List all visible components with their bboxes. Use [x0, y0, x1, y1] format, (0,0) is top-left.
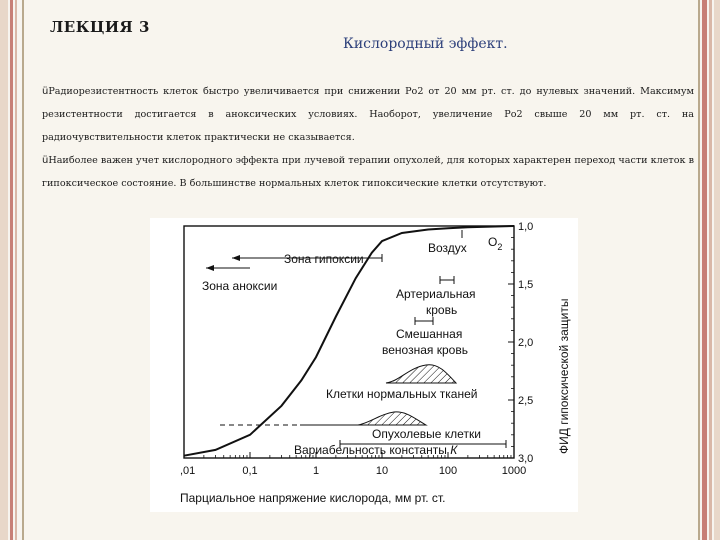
- y-tick-label: 2,0: [518, 337, 534, 349]
- o2-label: $O_2$: [488, 235, 503, 252]
- oxygen-effect-figure: [150, 218, 578, 512]
- paragraph-1: [42, 80, 694, 149]
- variability-label: Вариабельность константы К: [294, 443, 458, 457]
- x-tick-label: 1000: [501, 465, 527, 477]
- x-tick-label: 1: [312, 465, 320, 477]
- frame-stripe-left-outer: [0, 0, 8, 540]
- arterial-label-1: Артериальная: [396, 287, 476, 301]
- lecture-label: ЛЕКЦИЯ 3: [50, 18, 150, 36]
- y-tick-label: 1,5: [518, 279, 534, 291]
- slide-title: Кислородный эффект.: [343, 36, 508, 52]
- paragraph-1-text: Радиорезистентность клеток быстро увеличивается при снижении Ро2 от 20 мм рт. ст. до нулевых значений. Максимум резистентности достигается в аноксических условиях. Наоборот, увеличение Ро2 свыше 20 мм рт. ст. на радиочувствительности клеток практически не сказывается.: [42, 86, 694, 143]
- oxygen-effect-chart: [150, 218, 578, 512]
- anoxia-arrow-head: [206, 265, 214, 271]
- y-axis-label: ФИД гипоксической защиты: [557, 298, 571, 454]
- venous-label-1: Смешанная: [396, 327, 463, 341]
- y-tick-label: 1,0: [518, 221, 534, 233]
- arterial-label-2: кровь: [426, 303, 458, 317]
- frame-stripe-right-red: [702, 0, 707, 540]
- frame-stripe-right-outer: [714, 0, 720, 540]
- hypoxia-zone-label: Зона гипоксии: [284, 252, 364, 266]
- normal-tissue-distribution: [386, 365, 456, 383]
- tumor-distribution: [358, 412, 426, 425]
- x-tick-label: 10: [375, 465, 389, 477]
- x-axis-label: Парциальное напряжение кислорода, мм рт. ст.: [180, 491, 446, 505]
- anoxia-zone-label: Зона аноксии: [202, 279, 278, 293]
- y-tick-label: 3,0: [518, 453, 534, 465]
- paragraph-2-text: Наиболее важен учет кислородного эффекта при лучевой терапии опухолей, для которых характерен переход части клеток в гипоксическое состояние. В большинстве нормальных клеток гипоксические клетки отсутствуют.: [42, 155, 694, 189]
- normal-cells-label: Клетки нормальных тканей: [326, 387, 478, 401]
- tumor-cells-label: Опухолевые клетки: [372, 427, 481, 441]
- paragraph-2: [42, 149, 694, 195]
- frame-stripe-right-inner: [709, 0, 712, 540]
- frame-stripe-left-red: [10, 0, 13, 540]
- venous-label-2: венозная кровь: [382, 343, 468, 357]
- y-ticks: [508, 221, 533, 465]
- check-icon: ü: [42, 86, 49, 97]
- x-tick-label: 0,1: [242, 465, 258, 477]
- frame-stripe-left-inner: [15, 0, 17, 540]
- x-tick-label: 100: [438, 465, 458, 477]
- y-tick-label: 2,5: [518, 395, 534, 407]
- air-label: Воздух: [428, 241, 467, 255]
- check-icon: ü: [42, 155, 49, 166]
- hypoxia-arrow-head: [232, 255, 240, 261]
- x-tick-label: ,01: [180, 465, 196, 477]
